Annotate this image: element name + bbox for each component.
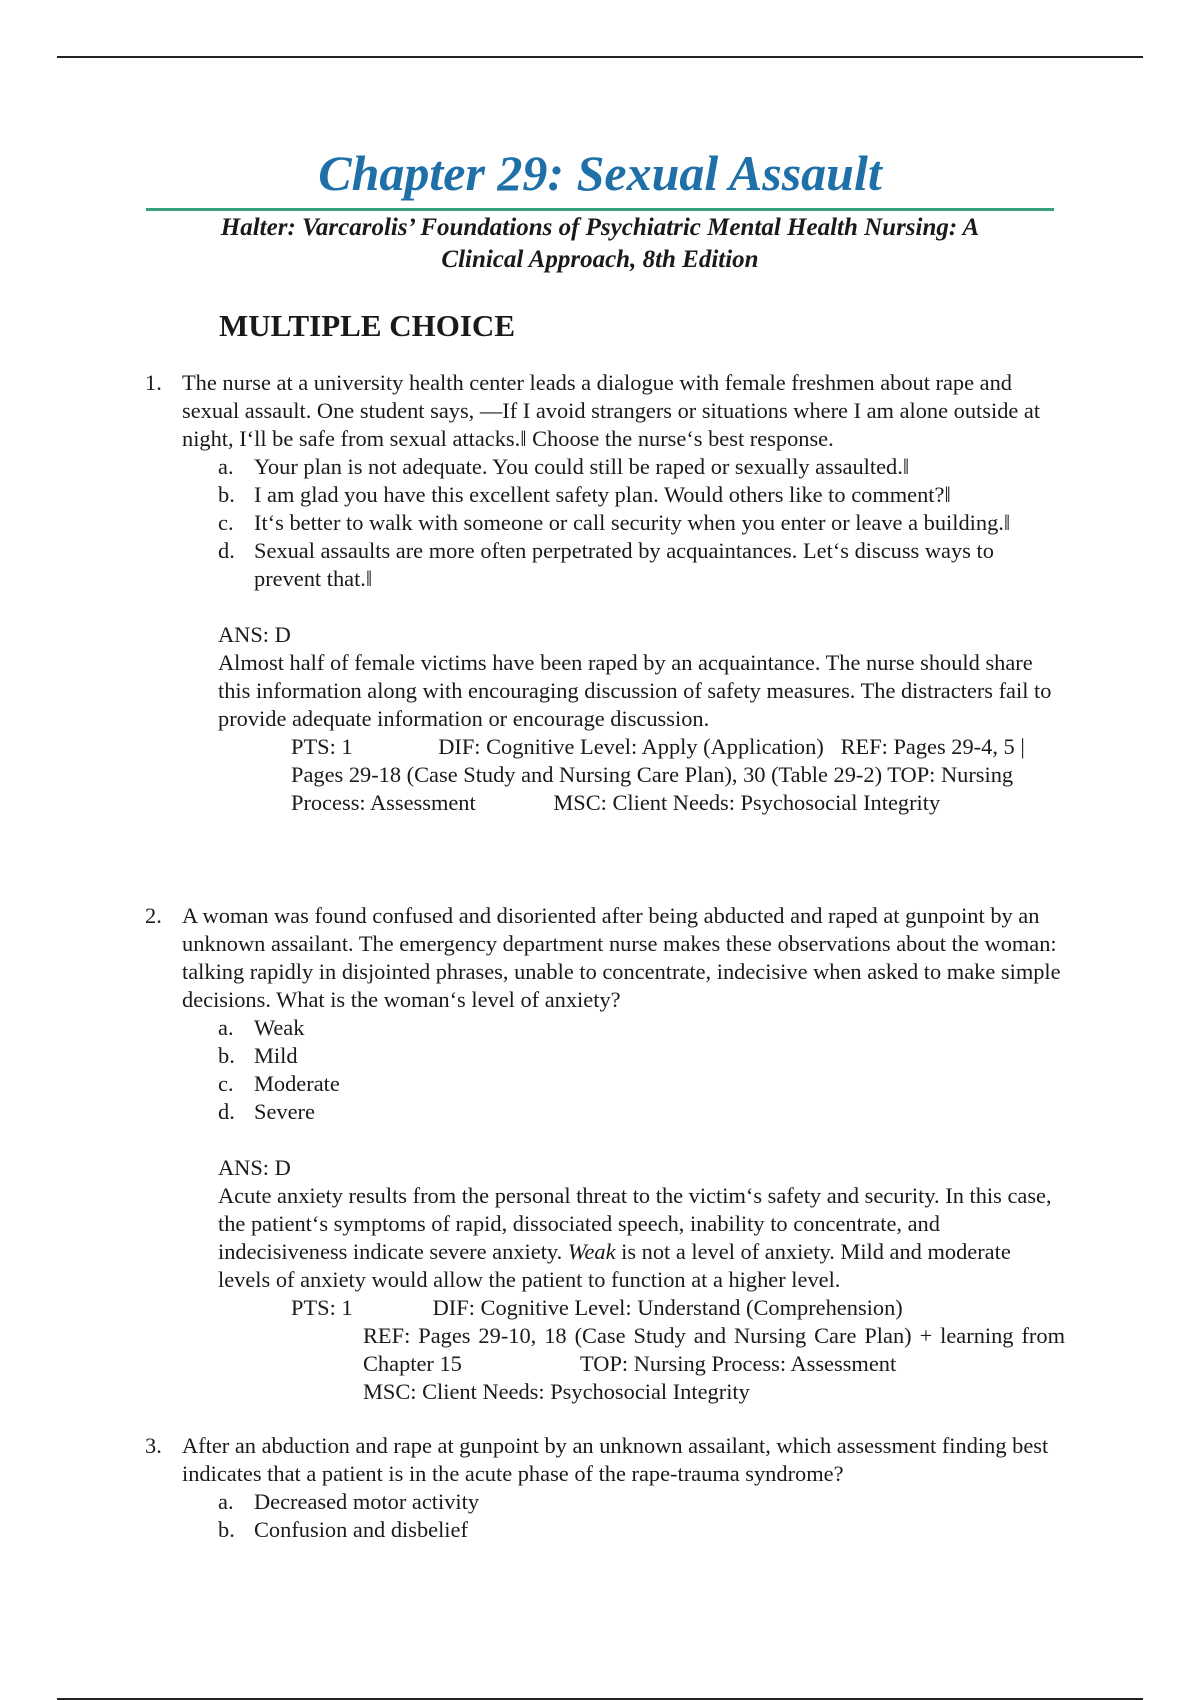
question-number: 2. — [145, 903, 162, 928]
subtitle-line-2: Clinical Approach, 8th Edition — [441, 246, 759, 273]
option-c: c. It‘s better to walk with someone or call security when you enter or leave a building.‖ — [218, 510, 1011, 535]
option-c: c. Moderate — [218, 1071, 340, 1096]
topic: TOP: Nursing Process: Assessment — [291, 762, 1014, 815]
answer-block — [218, 1126, 1065, 1294]
option-a: a. Your plan is not adequate. You could still be raped or sexually assaulted.‖ — [218, 454, 910, 479]
topic: TOP: Nursing Process: Assessment — [580, 1351, 897, 1376]
question-2 — [145, 902, 1065, 1406]
title-underline — [146, 208, 1054, 211]
question-metadata — [291, 733, 1065, 817]
option-d: d. Sexual assaults are more often perpetrated by acquaintances. Let‘s discuss ways to prevent that.‖ — [218, 538, 994, 591]
option-d: d. Severe — [218, 1099, 315, 1124]
chapter-title: Chapter 29: Sexual Assault — [318, 145, 882, 201]
question-number: 3. — [145, 1433, 162, 1458]
question-1 — [145, 369, 1065, 817]
option-b: b. Confusion and disbelief — [218, 1517, 468, 1542]
points: PTS: 1 — [291, 1295, 353, 1320]
client-needs: MSC: Client Needs: Psychosocial Integrity — [553, 790, 941, 815]
rationale: Acute anxiety results from the personal threat to the victim‘s safety and security. In this case, the patient‘s symptoms of rapid, dissociated speech, inability to concentrate, and indecisiveness indicate severe anxiety. Weak is not a level of anxiety. Mild and moderate levels of anxiety would allow the patient to function at a higher level. — [218, 1183, 1052, 1292]
question-3 — [145, 1432, 1065, 1544]
option-a: a. Weak — [218, 1015, 305, 1040]
option-a: a. Decreased motor activity — [218, 1489, 480, 1514]
option-b: b. I am glad you have this excellent safety plan. Would others like to comment?‖ — [218, 482, 951, 507]
question-metadata — [291, 1294, 1065, 1406]
answer-block — [218, 593, 1065, 733]
book-subtitle — [146, 212, 1054, 276]
question-number: 1. — [145, 370, 162, 395]
client-needs: MSC: Client Needs: Psychosocial Integrity — [363, 1379, 750, 1404]
answer-key: ANS: D — [218, 1155, 291, 1180]
options-list — [218, 1014, 1065, 1126]
reference: REF: Pages 29-4, 5 | Pages 29-18 (Case Study and Nursing Care Plan), 30 (Table 29-2) — [291, 734, 1025, 787]
options-list — [218, 1488, 1065, 1544]
option-b: b. Mild — [218, 1043, 298, 1068]
top-rule — [57, 56, 1143, 58]
difficulty: DIF: Cognitive Level: Understand (Comprehension) — [432, 1295, 903, 1320]
difficulty: DIF: Cognitive Level: Apply (Application) — [438, 734, 824, 759]
section-heading: MULTIPLE CHOICE — [219, 308, 515, 343]
question-stem: A woman was found confused and disoriented after being abducted and raped at gunpoint by an unknown assailant. The emergency department nurse makes these observations about the woman: talking rapidly in disjointed phrases, unable to concentrate, indecisive when asked to make simple decisions. What is the woman‘s level of anxiety? — [182, 903, 1061, 1012]
rationale-emphasis: Weak — [567, 1239, 616, 1264]
rationale: Almost half of female victims have been raped by an acquaintance. The nurse should share this information along with encouraging discussion of safety measures. The distracters fail to provide adequate information or encourage discussion. — [218, 650, 1052, 731]
subtitle-line-1: Halter: Varcarolis’ Foundations of Psychiatric Mental Health Nursing: A — [220, 214, 980, 241]
answer-key: ANS: D — [218, 622, 291, 647]
question-stem: The nurse at a university health center leads a dialogue with female freshmen about rape and sexual assault. One student says, ―If I avoid strangers or situations where I am alone outside at night, I‘ll be safe from sexual attacks.‖ Choose the nurse‘s best response. — [182, 370, 1041, 451]
points: PTS: 1 — [291, 734, 353, 759]
options-list — [218, 453, 1065, 593]
question-stem: After an abduction and rape at gunpoint by an unknown assailant, which assessment finding best indicates that a patient is in the acute phase of the rape-trauma syndrome? — [182, 1433, 1049, 1486]
reference: REF: Pages 29-10, 18 (Case Study and Nursing Care Plan) + learning from Chapter 15 — [363, 1323, 1065, 1376]
